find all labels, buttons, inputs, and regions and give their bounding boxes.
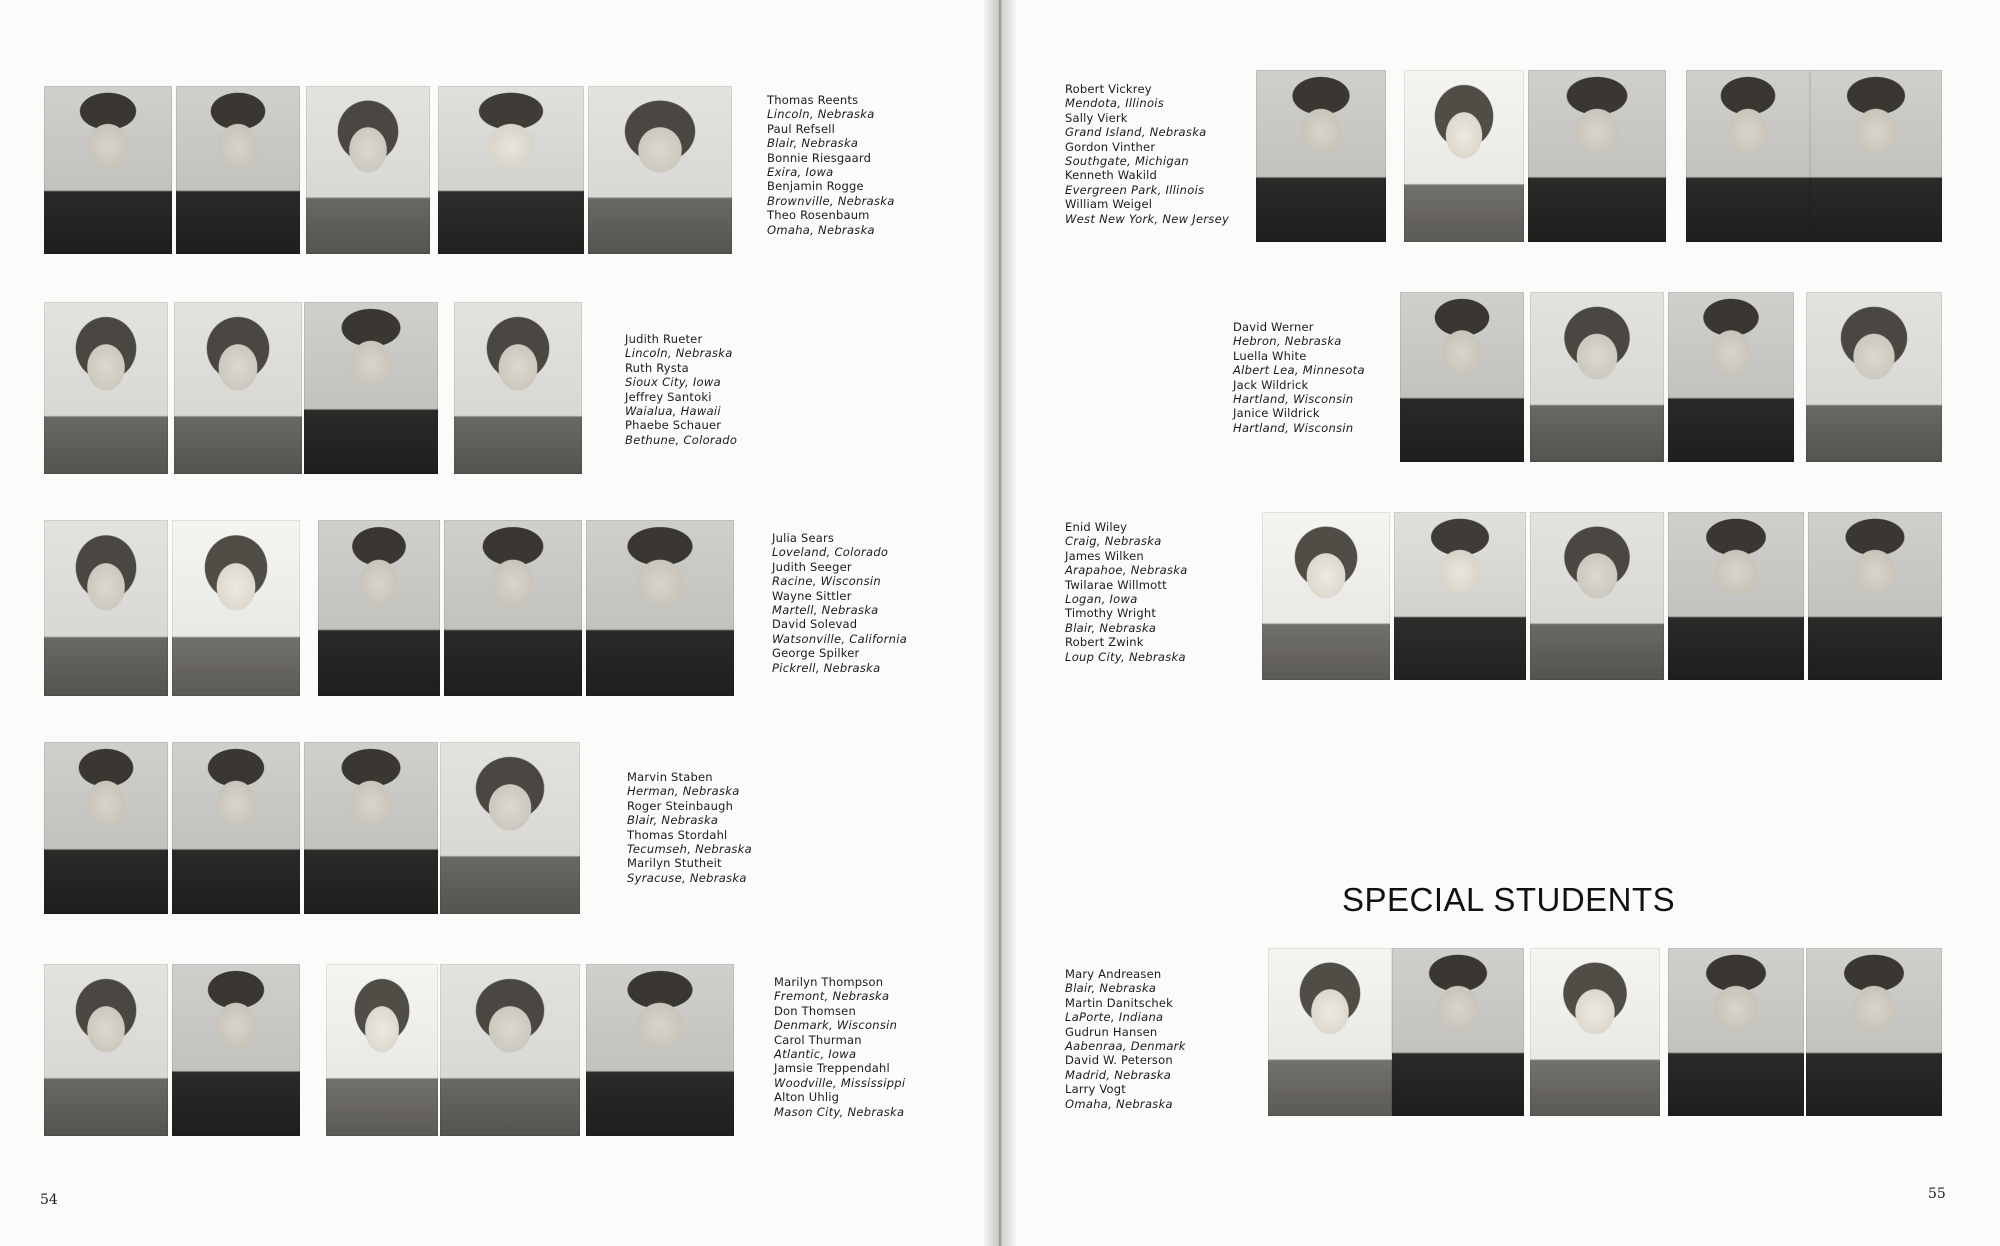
student-entry xyxy=(774,1004,905,1033)
student-entry xyxy=(1233,349,1365,378)
student-portrait xyxy=(1686,70,1810,242)
student-entry xyxy=(1065,1082,1186,1111)
student-entry xyxy=(772,646,907,675)
student-name: Wayne Sittler xyxy=(772,588,852,603)
student-name: Robert Zwink xyxy=(1065,635,1144,650)
student-entry xyxy=(625,418,737,447)
section-title: SPECIAL STUDENTS xyxy=(1342,881,1676,918)
page-gutter xyxy=(984,0,1016,1246)
student-portrait xyxy=(586,520,734,696)
student-entry xyxy=(1065,606,1188,635)
student-portrait xyxy=(1530,512,1664,680)
student-hometown: Brownville, Nebraska xyxy=(767,193,895,208)
name-list xyxy=(774,975,905,1119)
student-portrait xyxy=(1668,292,1794,462)
student-entry xyxy=(1233,406,1365,435)
student-portrait xyxy=(440,742,580,914)
student-portrait xyxy=(1528,70,1666,242)
student-entry xyxy=(1233,378,1365,407)
student-entry xyxy=(774,1061,905,1090)
name-list xyxy=(1233,320,1365,435)
student-portrait xyxy=(44,520,168,696)
student-hometown: LaPorte, Indiana xyxy=(1065,1010,1164,1025)
student-entry xyxy=(767,151,895,180)
name-list xyxy=(1065,520,1188,664)
student-portrait xyxy=(1530,948,1660,1116)
student-portrait xyxy=(176,86,300,254)
student-name: Paul Refsell xyxy=(767,121,836,136)
student-hometown: Tecumseh, Nebraska xyxy=(627,842,753,857)
student-hometown: Lincoln, Nebraska xyxy=(767,107,875,122)
student-entry xyxy=(1065,82,1229,111)
student-hometown: Pickrell, Nebraska xyxy=(772,660,881,675)
student-name: David Solevad xyxy=(772,617,858,632)
student-entry xyxy=(767,122,895,151)
student-entry xyxy=(1065,520,1188,549)
name-list xyxy=(1065,967,1186,1111)
student-hometown: Atlantic, Iowa xyxy=(774,1047,857,1062)
name-list xyxy=(627,770,752,885)
student-name: Timothy Wright xyxy=(1065,606,1157,621)
student-entry xyxy=(772,560,907,589)
student-portrait xyxy=(44,302,168,474)
student-portrait xyxy=(588,86,732,254)
student-portrait xyxy=(1268,948,1392,1116)
student-entry xyxy=(1065,111,1229,140)
student-name: Phaebe Schauer xyxy=(625,418,722,433)
page-number: 54 xyxy=(40,1192,58,1208)
name-list xyxy=(1065,82,1229,226)
student-entry xyxy=(1065,549,1188,578)
student-name: Gordon Vinther xyxy=(1065,139,1156,154)
student-name: Martin Danitschek xyxy=(1065,995,1173,1010)
student-entry xyxy=(1065,996,1186,1025)
student-portrait xyxy=(1394,512,1526,680)
student-hometown: Omaha, Nebraska xyxy=(1065,1096,1173,1111)
student-entry xyxy=(1065,1053,1186,1082)
student-name: Marilyn Thompson xyxy=(774,975,884,989)
student-hometown: Denmark, Wisconsin xyxy=(774,1018,898,1033)
student-entry xyxy=(1065,1025,1186,1054)
student-hometown: Racine, Wisconsin xyxy=(772,574,882,589)
student-hometown: Loveland, Colorado xyxy=(772,545,889,560)
student-name: Robert Vickrey xyxy=(1065,82,1152,96)
student-name: Don Thomsen xyxy=(774,1003,856,1018)
student-hometown: Sioux City, Iowa xyxy=(625,375,721,390)
student-entry xyxy=(774,1033,905,1062)
student-portrait xyxy=(1806,292,1942,462)
student-entry xyxy=(625,361,737,390)
student-name: Judith Rueter xyxy=(625,332,703,346)
student-name: Thomas Reents xyxy=(767,93,859,107)
student-name: Ruth Rysta xyxy=(625,360,689,375)
name-list xyxy=(767,93,895,237)
student-hometown: West New York, New Jersey xyxy=(1065,211,1230,226)
student-entry xyxy=(627,828,752,857)
student-entry xyxy=(1065,967,1186,996)
student-hometown: Fremont, Nebraska xyxy=(774,989,890,1004)
student-entry xyxy=(774,1090,905,1119)
student-entry xyxy=(1065,578,1188,607)
student-hometown: Aabenraa, Denmark xyxy=(1065,1039,1186,1054)
student-hometown: Craig, Nebraska xyxy=(1065,534,1162,549)
student-hometown: Blair, Nebraska xyxy=(1065,620,1157,635)
student-portrait xyxy=(1392,948,1524,1116)
student-hometown: Hartland, Wisconsin xyxy=(1233,420,1354,435)
student-portrait xyxy=(586,964,734,1136)
student-entry xyxy=(1065,168,1229,197)
student-name: Roger Steinbaugh xyxy=(627,798,734,813)
student-portrait xyxy=(304,742,438,914)
student-name: Marilyn Stutheit xyxy=(627,856,722,871)
student-name: David W. Peterson xyxy=(1065,1053,1173,1068)
student-name: Kenneth Wakild xyxy=(1065,168,1157,183)
student-entry xyxy=(1065,635,1188,664)
student-hometown: Loup City, Nebraska xyxy=(1065,649,1186,664)
student-name: Sally Vierk xyxy=(1065,110,1128,125)
student-name: Jamsie Treppendahl xyxy=(774,1061,890,1076)
student-hometown: Bethune, Colorado xyxy=(625,432,738,447)
student-hometown: Exira, Iowa xyxy=(767,165,834,180)
student-hometown: Herman, Nebraska xyxy=(627,784,740,799)
student-portrait xyxy=(1668,948,1804,1116)
student-name: Mary Andreasen xyxy=(1065,967,1162,981)
page-number: 55 xyxy=(1928,1186,1946,1202)
student-name: Carol Thurman xyxy=(774,1032,862,1047)
student-hometown: Albert Lea, Minnesota xyxy=(1233,363,1365,378)
student-portrait xyxy=(438,86,584,254)
student-name: Gudrun Hansen xyxy=(1065,1024,1158,1039)
student-portrait xyxy=(1668,512,1804,680)
student-name: Thomas Stordahl xyxy=(627,827,728,842)
student-portrait xyxy=(172,742,300,914)
student-hometown: Watsonville, California xyxy=(772,631,908,646)
student-entry xyxy=(627,856,752,885)
student-portrait xyxy=(1806,948,1942,1116)
student-portrait xyxy=(318,520,440,696)
student-hometown: Blair, Nebraska xyxy=(767,136,859,151)
student-portrait xyxy=(172,964,300,1136)
student-entry xyxy=(1065,197,1229,226)
student-hometown: Evergreen Park, Illinois xyxy=(1065,182,1205,197)
student-portrait xyxy=(304,302,438,474)
student-entry xyxy=(767,93,895,122)
student-name: James Wilken xyxy=(1065,548,1144,563)
student-entry xyxy=(772,617,907,646)
student-entry xyxy=(772,589,907,618)
student-name: Bonnie Riesgaard xyxy=(767,150,872,165)
student-hometown: Hebron, Nebraska xyxy=(1233,334,1342,349)
student-name: Larry Vogt xyxy=(1065,1082,1126,1097)
student-hometown: Madrid, Nebraska xyxy=(1065,1067,1172,1082)
student-name: Janice Wildrick xyxy=(1233,406,1320,421)
student-entry xyxy=(1233,320,1365,349)
student-entry xyxy=(767,208,895,237)
student-entry xyxy=(625,332,737,361)
name-list xyxy=(772,531,907,675)
student-hometown: Logan, Iowa xyxy=(1065,592,1138,607)
student-name: Julia Sears xyxy=(772,531,835,545)
student-hometown: Woodville, Mississippi xyxy=(774,1075,906,1090)
student-portrait xyxy=(44,964,168,1136)
student-hometown: Syracuse, Nebraska xyxy=(627,870,747,885)
student-name: David Werner xyxy=(1233,320,1314,334)
student-hometown: Southgate, Michigan xyxy=(1065,154,1189,169)
student-hometown: Martell, Nebraska xyxy=(772,603,879,618)
student-entry xyxy=(767,179,895,208)
student-portrait xyxy=(454,302,582,474)
student-hometown: Mason City, Nebraska xyxy=(774,1104,905,1119)
student-entry xyxy=(625,390,737,419)
student-entry xyxy=(772,531,907,560)
student-name: Judith Seeger xyxy=(772,559,852,574)
student-hometown: Mendota, Illinois xyxy=(1065,96,1165,111)
student-hometown: Grand Island, Nebraska xyxy=(1065,125,1207,140)
student-name: Marvin Staben xyxy=(627,770,713,784)
student-entry xyxy=(627,799,752,828)
student-portrait xyxy=(1400,292,1524,462)
student-entry xyxy=(627,770,752,799)
student-hometown: Lincoln, Nebraska xyxy=(625,346,733,361)
student-name: George Spilker xyxy=(772,646,860,661)
student-name: Enid Wiley xyxy=(1065,520,1128,534)
student-hometown: Omaha, Nebraska xyxy=(767,222,875,237)
student-name: Twilarae Willmott xyxy=(1065,577,1167,592)
student-name: Theo Rosenbaum xyxy=(767,208,870,223)
student-name: Luella White xyxy=(1233,348,1307,363)
student-name: Benjamin Rogge xyxy=(767,179,864,194)
student-portrait xyxy=(172,520,300,696)
student-portrait xyxy=(306,86,430,254)
student-name: William Weigel xyxy=(1065,197,1153,212)
student-portrait xyxy=(1262,512,1390,680)
name-list xyxy=(625,332,737,447)
student-name: Jeffrey Santoki xyxy=(625,389,712,404)
student-portrait xyxy=(44,86,172,254)
student-hometown: Blair, Nebraska xyxy=(1065,981,1157,996)
student-portrait xyxy=(326,964,438,1136)
student-hometown: Hartland, Wisconsin xyxy=(1233,392,1354,407)
student-name: Alton Uhlig xyxy=(774,1090,840,1105)
student-portrait xyxy=(44,742,168,914)
student-portrait xyxy=(1256,70,1386,242)
student-portrait xyxy=(174,302,302,474)
student-hometown: Arapahoe, Nebraska xyxy=(1065,563,1188,578)
student-name: Jack Wildrick xyxy=(1233,377,1309,392)
student-entry xyxy=(774,975,905,1004)
student-portrait xyxy=(1530,292,1664,462)
student-portrait xyxy=(444,520,582,696)
student-hometown: Waialua, Hawaii xyxy=(625,404,721,419)
student-entry xyxy=(1065,140,1229,169)
student-portrait xyxy=(1404,70,1524,242)
student-portrait xyxy=(1808,512,1942,680)
student-portrait xyxy=(1810,70,1942,242)
student-hometown: Blair, Nebraska xyxy=(627,813,719,828)
student-portrait xyxy=(440,964,580,1136)
